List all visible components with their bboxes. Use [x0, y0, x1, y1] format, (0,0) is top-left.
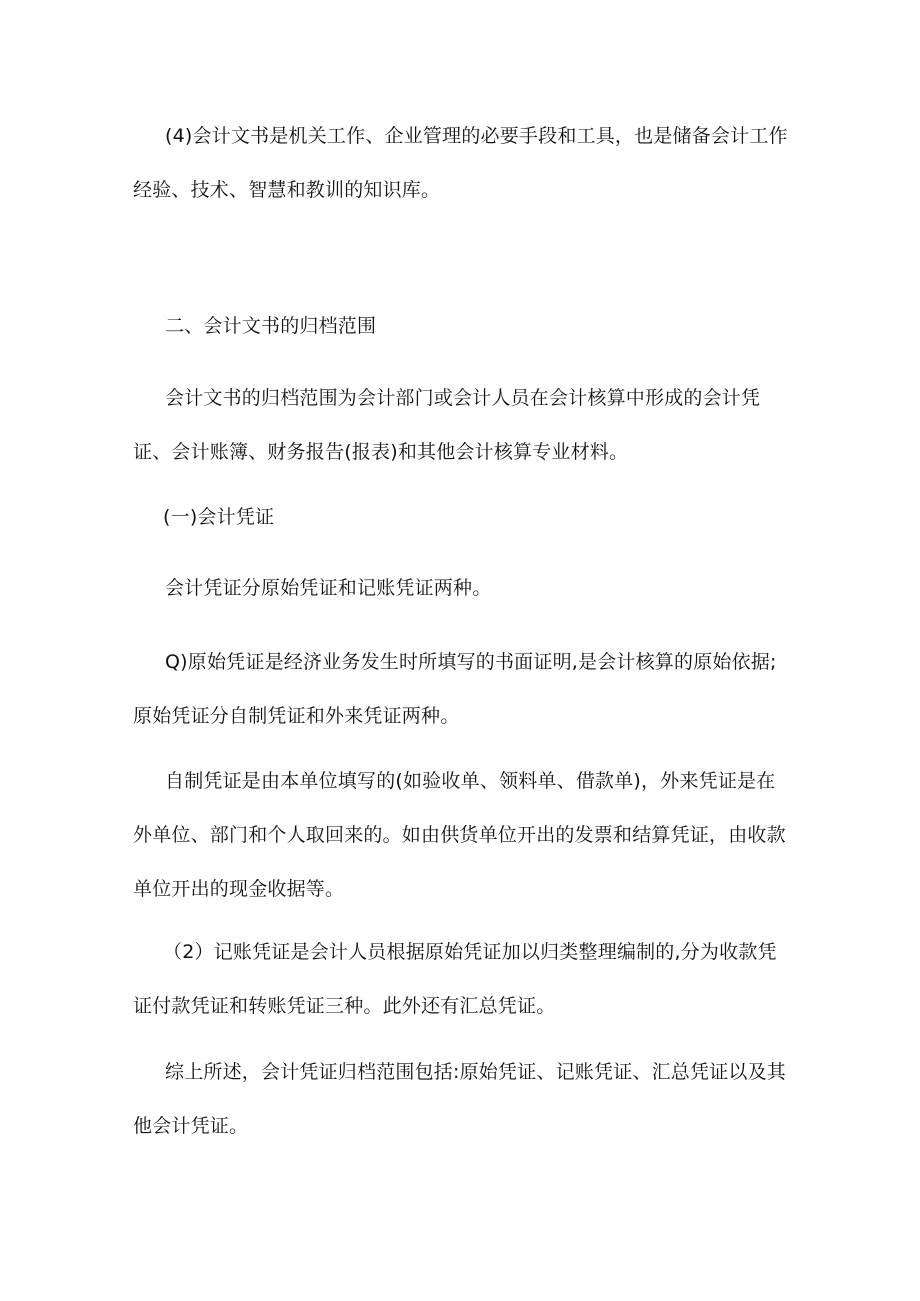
paragraph-archiving-scope: 会计文书的归档范围为会计部门或会计人员在会计核算中形成的会计凭证、会计账簿、财务报告(报表)和其他会计核算专业材料。 [133, 387, 761, 463]
paragraph-self-made-vouchers: 自制凭证是由本单位填写的(如验收单、领料单、借款单)，外来凭证是在外单位、部门和个人取回来的。如由供货单位开出的发票和结算凭证，由收款单位开出的现金收据等。 [133, 770, 786, 900]
section-heading-archiving-scope: 二、会计文书的归档范围 [165, 315, 377, 337]
paragraph-summary: 综上所述，会计凭证归档范围包括:原始凭证、记账凭证、汇总凭证以及其他会计凭证。 [133, 1061, 787, 1137]
paragraph-original-vouchers: Q)原始凭证是经济业务发生时所填写的书面证明,是会计核算的原始依据;原始凭证分自制凭证和外来凭证两种。 [133, 651, 777, 727]
paragraph-purpose-4: (4)会计文书是机关工作、企业管理的必要手段和工具，也是储备会计工作经验、技术、智慧和教训的知识库。 [133, 125, 788, 201]
subsection-heading-vouchers: (一)会计凭证 [163, 506, 275, 528]
paragraph-bookkeeping-vouchers: （2）记账凭证是会计人员根据原始凭证加以归类整理编制的,分为收款凭证付款凭证和转账凭证三种。此外还有汇总凭证。 [133, 941, 777, 1017]
paragraph-voucher-types: 会计凭证分原始凭证和记账凭证两种。 [165, 577, 492, 599]
